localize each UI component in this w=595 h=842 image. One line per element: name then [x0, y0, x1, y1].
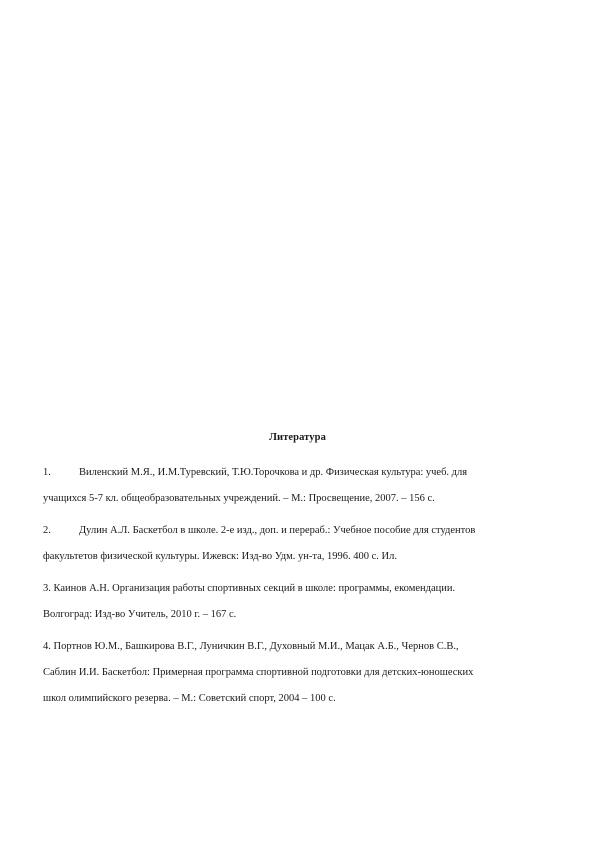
- reference-text: 3. Каинов А.Н. Организация работы спортивных секций в школе: программы, екомендации.: [43, 583, 456, 594]
- reference-line: [43, 460, 559, 486]
- reference-number: 1.: [43, 467, 51, 478]
- reference-text: учащихся 5-7 кл. общеобразовательных учреждений. – М.: Просвещение, 2007. – 156 с.: [43, 493, 435, 504]
- reference-number: 2.: [43, 525, 51, 536]
- reference-item-1: [43, 460, 559, 512]
- reference-text: Виленский М.Я., И.М.Туревский, Т.Ю.Торочкова и др. Физическая культура: учеб. для: [79, 467, 468, 478]
- reference-text: Дулин А.Л. Баскетбол в школе. 2-е изд., доп. и перераб.: Учебное пособие для студентов: [79, 525, 476, 536]
- reference-item-2: [43, 518, 559, 570]
- reference-item-3: [43, 576, 559, 628]
- reference-text: 4. Портнов Ю.М., Башкирова В.Г., Луничкин В.Г., Духовный М.И., Мацак А.Б., Чернов С.В.,: [43, 641, 459, 652]
- page-title: Литература: [269, 432, 326, 443]
- reference-item-4: [43, 634, 559, 712]
- reference-text: Саблин И.И. Баскетбол: Примерная программа спортивной подготовки для детских-юношеских: [43, 667, 474, 678]
- reference-line: [43, 518, 559, 544]
- reference-text: Волгоград: Изд-во Учитель, 2010 г. – 167 с.: [43, 609, 237, 620]
- reference-list: [43, 460, 559, 718]
- reference-text: факультетов физической культуры. Ижевск: Изд-во Удм. ун-та, 1996. 400 с. Ил.: [43, 551, 397, 562]
- reference-text: школ олимпийского резерва. – М.: Советский спорт, 2004 – 100 с.: [43, 693, 336, 704]
